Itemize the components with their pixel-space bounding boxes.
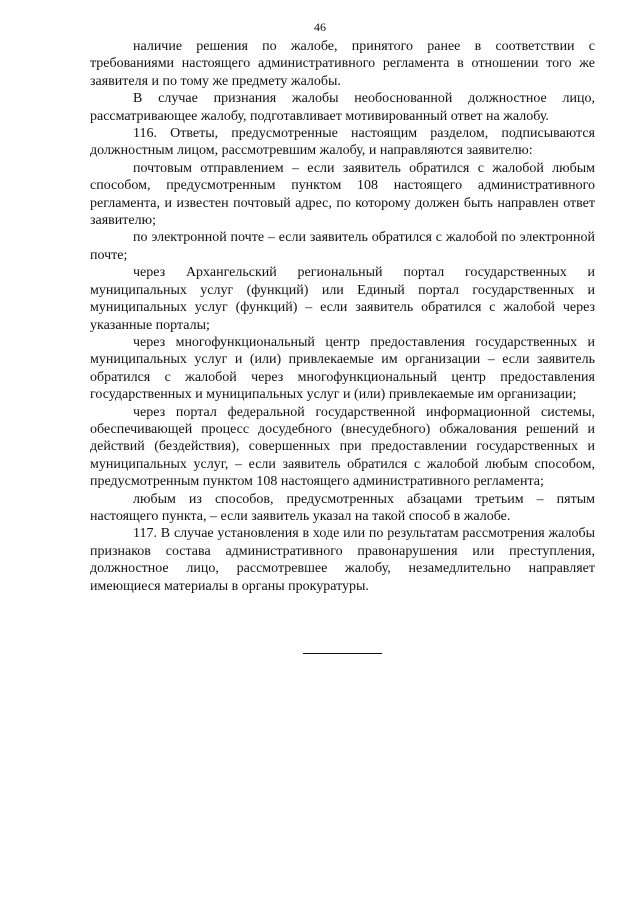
paragraph-116-responses: 116. Ответы, предусмотренные настоящим разделом, подписываются должностным лицом, рассмотревшим жалобу, и направляются заявителю:	[90, 126, 595, 159]
paragraph-email-delivery: по электронной почте – если заявитель обратился с жалобой по электронной почте;	[90, 230, 595, 263]
paragraph-mfc-delivery: через многофункциональный центр предоставления государственных и муниципальных услуг и (или) привлекаемые им организации – если заявитель обратился с жалобой через многофункциональный центр предоставления государственных и муниципальных услуг и (или) привлекаемые им организации;	[90, 334, 595, 403]
paragraph-postal-delivery: почтовым отправлением – если заявитель обратился с жалобой любым способом, предусмотренным пунктом 108 настоящего административного регламента, и известен почтовый адрес, по которому должен быть направлен ответ заявителю;	[90, 160, 595, 229]
closing-divider	[303, 653, 382, 654]
paragraph-existing-decision: наличие решения по жалобе, принятого ранее в соответствии с требованиями настоящего административного регламента в отношении того же заявителя и по тому же предмету жалобы.	[90, 39, 595, 89]
paragraph-117-prosecution: 117. В случае установления в ходе или по результатам рассмотрения жалобы признаков состава административного правонарушения или преступления, должностное лицо, рассмотревшее жалобу, незамедлительно направляет имеющиеся материалы в органы прокуратуры.	[90, 526, 595, 594]
document-body	[90, 38, 595, 595]
page-number: 46	[314, 20, 326, 34]
paragraph-regional-portal: через Архангельский региональный портал государственных и муниципальных услуг (функций) или Единый портал государственных и муниципальных услуг (функций) – если заявитель обратился с жалобой через указанные порталы;	[90, 265, 595, 333]
paragraph-any-method: любым из способов, предусмотренных абзацами третьим – пятым настоящего пункта, – если заявитель указал на такой способ в жалобе.	[90, 491, 595, 524]
paragraph-federal-portal: через портал федеральной государственной информационной системы, обеспечивающей процесс досудебного (внесудебного) обжалования решений и действий (бездействия), совершенных при предоставлении государственных и муниципальных услуг, – если заявитель обратился с жалобой любым способом, предусмотренным пунктом 108 настоящего административного регламента;	[90, 404, 595, 490]
paragraph-unfounded-complaint: В случае признания жалобы необоснованной должностное лицо, рассматривающее жалобу, подготавливает мотивированный ответ на жалобу.	[90, 91, 595, 124]
